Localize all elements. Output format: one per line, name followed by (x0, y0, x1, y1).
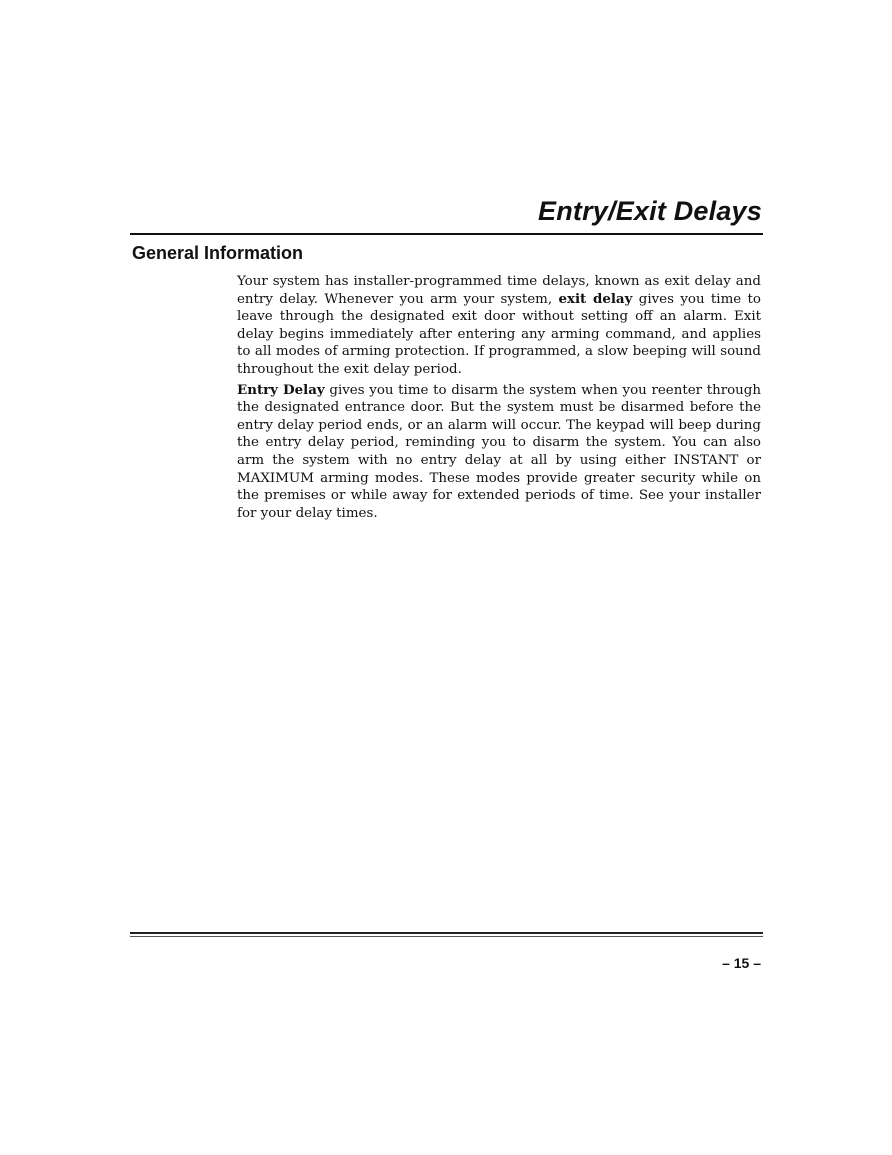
exit-delay-intro: Your system has installer-programmed time delays, known as exit delay and entry delay. Whenever you arm your system, (237, 274, 761, 307)
title-divider (130, 233, 763, 235)
exit-delay-text: gives you time to leave through the designated exit door without setting off an alarm. Exit delay begins immediately after entering any arming command, and applies to all modes of arming protection. If programmed, a slow beeping will sound throughout the exit delay period. (237, 291, 761, 377)
body-text (237, 273, 761, 525)
footer-divider-top (130, 932, 763, 934)
exit-delay-paragraph (237, 273, 761, 379)
page-number: – 15 – (722, 955, 761, 971)
entry-delay-text: gives you time to disarm the system when you reenter through the designated entrance door. But the system must be disarmed before the entry delay period ends, or an alarm will occur. The keypad will beep during the entry delay period, reminding you to disarm the system. You can also arm the system with no entry delay at all by using either INSTANT or MAXIMUM arming modes. These modes provide greater security while on the premises or while away for extended periods of time. See your installer for your delay times. (237, 382, 761, 521)
entry-delay-term: Entry Delay (237, 381, 325, 398)
exit-delay-term: exit delay (558, 290, 633, 307)
footer-divider-bottom (130, 936, 763, 937)
entry-delay-paragraph (237, 382, 761, 523)
section-heading: General Information (132, 243, 304, 263)
chapter-title: Entry/Exit Delays (537, 196, 762, 226)
